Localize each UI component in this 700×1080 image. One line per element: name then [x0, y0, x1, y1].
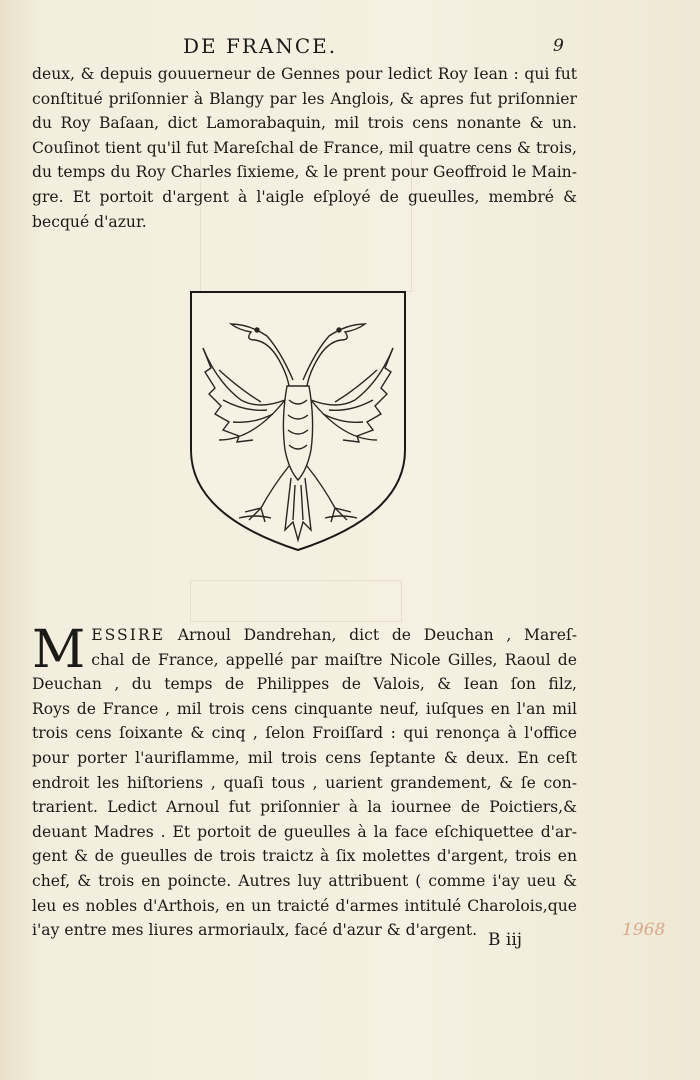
- text-line: Couſinot tient qu'il fut Mareſchal de France, mil quatre cens & trois,: [32, 138, 577, 157]
- text-line: chal de France, appellé par maiſtre Nicole Gilles, Raoul de: [91, 650, 577, 669]
- paragraph-1: [32, 62, 577, 234]
- text-line: trarient. Ledict Arnoul fut priſonnier à la iournee de Poictiers,&: [32, 798, 577, 817]
- show-through-shadow: [190, 580, 402, 622]
- page-header: [0, 34, 700, 64]
- pencil-note: 1968: [622, 920, 666, 940]
- text-line: pour porter l'auriflamme, mil trois cens ſeptante & deux. En ceſt: [32, 748, 577, 767]
- text-line: du Roy Baſaan, dict Lamorabaquin, mil trois cens nonante & un.: [32, 114, 577, 133]
- drop-capital: M: [32, 620, 86, 680]
- text-line: deuant Madres . Et portoit de gueulles à la face eſchiquettee d'ar-: [32, 822, 577, 841]
- text-line: deux, & depuis gouuerneur de Gennes pour ledict Roy Iean : qui fut: [32, 65, 577, 83]
- first-word: ESSIRE: [91, 626, 166, 644]
- text-line: chef, & trois en poincte. Autres luy attribuent ( comme i'ay ueu &: [32, 871, 577, 890]
- paragraph-2: [32, 620, 577, 943]
- double-headed-eagle-shield-icon: [189, 290, 407, 552]
- text-line: conſtitué priſonnier à Blangy par les Anglois, & apres fut priſonnier: [32, 89, 577, 108]
- text-line: gent & de gueulles de trois traictz à ſix molettes d'argent, trois en: [32, 847, 577, 866]
- signature-mark: B iij: [488, 930, 523, 950]
- text-line: becqué d'azur.: [32, 212, 147, 231]
- text-line: gre. Et portoit d'argent à l'aigle eſployé de gueulles, membré &: [32, 187, 577, 206]
- text-line: Arnoul Dandrehan, dict de Deuchan , Mareſ-: [165, 626, 577, 644]
- text-line: i'ay entre mes liures armoriaulx, facé d'azur & d'argent.: [32, 921, 478, 940]
- text-line: Roys de France , mil trois cens cinquante neuf, iuſques en l'an mil: [32, 699, 577, 718]
- text-line: Deuchan , du temps de Philippes de Valois, & Iean ſon filz,: [32, 675, 577, 694]
- text-line: trois cens ſoixante & cinq , ſelon Froiſſard : qui renonça à l'office: [32, 724, 577, 743]
- text-line: du temps du Roy Charles ſixieme, & le prent pour Geoffroid le Main-: [32, 163, 577, 182]
- running-head: DE FRANCE.: [183, 34, 338, 58]
- page-number: 9: [553, 36, 564, 56]
- text-line: leu es nobles d'Arthois, en un traicté d'armes intitulé Charolois,que: [32, 896, 577, 915]
- text-line: endroit les hiſtoriens , quaſi tous , uarient grandement, & ſe con-: [32, 773, 577, 792]
